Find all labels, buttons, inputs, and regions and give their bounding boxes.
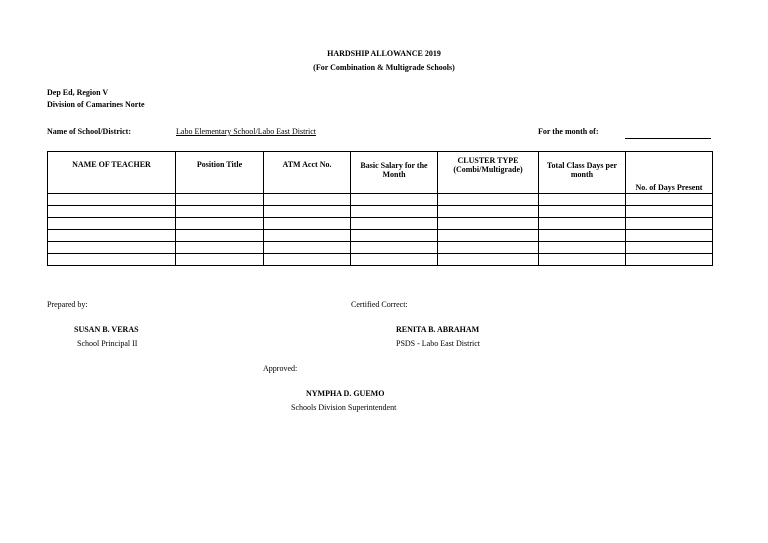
header-atm-acct-no: ATM Acct No. <box>264 152 351 194</box>
table-cell <box>48 206 176 218</box>
table-cell <box>539 218 626 230</box>
table-cell <box>176 206 264 218</box>
table-cell <box>48 194 176 206</box>
table-header-row <box>48 152 713 194</box>
table-cell <box>626 254 713 266</box>
table-cell <box>539 230 626 242</box>
certified-name: RENITA B. ABRAHAM <box>396 325 480 334</box>
table-cell <box>48 230 176 242</box>
table-cell <box>48 254 176 266</box>
table-cell <box>176 230 264 242</box>
header-name-of-teacher: NAME OF TEACHER <box>48 152 176 194</box>
table-row <box>48 230 713 242</box>
table-cell <box>264 242 351 254</box>
table-cell <box>438 230 539 242</box>
table-row <box>48 218 713 230</box>
school-label: Name of School/District: <box>47 127 131 136</box>
table-cell <box>351 230 438 242</box>
table-cell <box>351 218 438 230</box>
table-cell <box>539 254 626 266</box>
table-cell <box>351 194 438 206</box>
table-cell <box>264 254 351 266</box>
table-cell <box>438 218 539 230</box>
table-cell <box>351 206 438 218</box>
header-total-class-days: Total Class Days per month <box>539 152 626 194</box>
teacher-table <box>47 151 713 266</box>
header-position-title: Position Title <box>176 152 264 194</box>
table-cell <box>48 242 176 254</box>
month-label: For the month of: <box>538 127 599 136</box>
table-cell <box>626 206 713 218</box>
certified-title: PSDS - Labo East District <box>396 339 480 348</box>
table-row <box>48 206 713 218</box>
table-cell <box>539 194 626 206</box>
prepared-label: Prepared by: <box>47 300 88 309</box>
table-cell <box>176 194 264 206</box>
org-line-2: Division of Camarines Norte <box>47 100 145 109</box>
table-cell <box>626 242 713 254</box>
approved-label: Approved: <box>263 364 298 373</box>
table-cell <box>176 242 264 254</box>
document-subtitle: (For Combination & Multigrade Schools) <box>313 63 455 72</box>
table-cell <box>438 254 539 266</box>
approved-name: NYMPHA D. GUEMO <box>306 389 385 398</box>
table-cell <box>176 254 264 266</box>
table-cell <box>438 194 539 206</box>
table-cell <box>264 218 351 230</box>
table-cell <box>264 230 351 242</box>
school-value: Labo Elementary School/Labo East District <box>176 127 316 136</box>
table-cell <box>351 242 438 254</box>
table-cell <box>264 194 351 206</box>
table-cell <box>48 218 176 230</box>
prepared-name: SUSAN B. VERAS <box>74 325 139 334</box>
table-cell <box>626 218 713 230</box>
table-cell <box>626 230 713 242</box>
table-cell <box>438 242 539 254</box>
table-row <box>48 254 713 266</box>
header-days-present: No. of Days Present <box>626 152 713 194</box>
table-cell <box>626 194 713 206</box>
table-row <box>48 242 713 254</box>
header-basic-salary: Basic Salary for the Month <box>351 152 438 194</box>
table-cell <box>539 242 626 254</box>
certified-label: Certified Correct: <box>351 300 408 309</box>
header-cluster-type: CLUSTER TYPE (Combi/Multigrade) <box>438 152 539 194</box>
document-title: HARDSHIP ALLOWANCE 2019 <box>327 49 441 58</box>
table-cell <box>351 254 438 266</box>
table-row <box>48 194 713 206</box>
approved-title: Schools Division Superintendent <box>291 403 397 412</box>
org-line-1: Dep Ed, Region V <box>47 88 109 97</box>
table-cell <box>438 206 539 218</box>
table-cell <box>176 218 264 230</box>
table-cell <box>539 206 626 218</box>
prepared-title: School Principal II <box>77 339 138 348</box>
month-value-line <box>625 138 711 139</box>
table-cell <box>264 206 351 218</box>
